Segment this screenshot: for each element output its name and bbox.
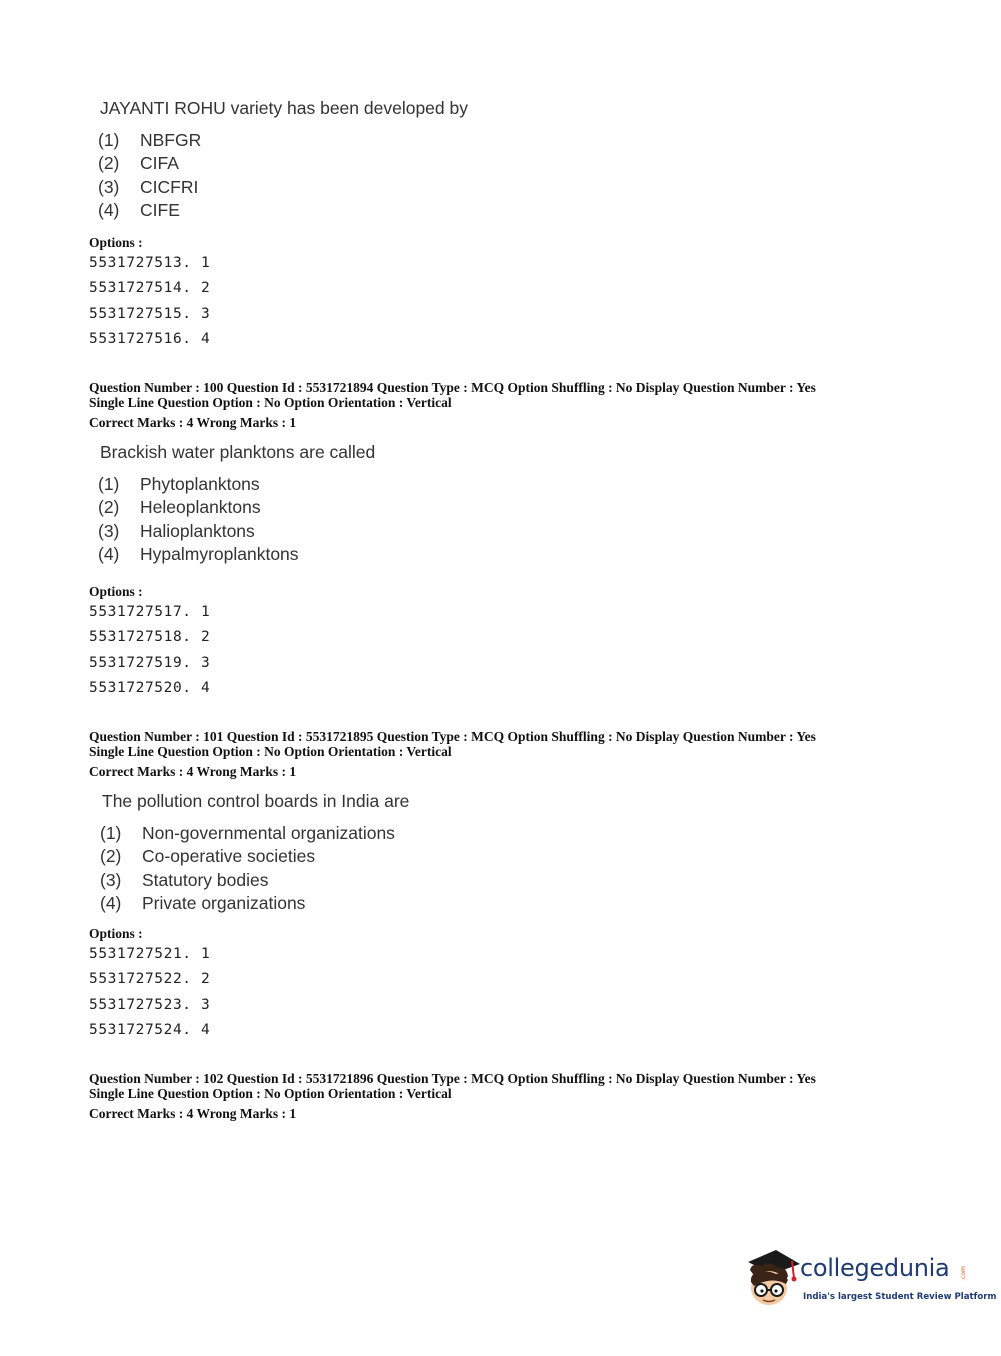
options-list — [89, 251, 210, 352]
option-id: 5531727518. 2 — [89, 629, 211, 646]
option-id: 5531727523. 3 — [89, 996, 211, 1013]
question-meta: Question Number : 100 Question Id : 5531721894 Question Type : MCQ Option Shuffling : No Display Question Number : Yes Single Line Question Option : No Option Orientation : Vertical Correct Marks : 4 Wrong Marks : 1 — [89, 380, 816, 430]
option-id: 5531727514. 2 — [89, 280, 211, 297]
question-text: Brackish water planktons are called — [100, 442, 376, 462]
choice-item: (3) CICFRI — [98, 176, 199, 197]
option-id: 5531727520. 4 — [89, 679, 211, 696]
choice-list — [100, 822, 395, 915]
options-heading: Options : — [89, 584, 143, 599]
option-id: 5531727515. 3 — [89, 305, 211, 322]
option-id: 5531727521. 1 — [89, 946, 211, 962]
question-text: The pollution control boards in India are — [102, 791, 410, 811]
options-heading: Options : — [89, 235, 143, 250]
collegedunia-logo[interactable] — [742, 1248, 997, 1310]
choice-item: (2) Co-operative societies — [100, 846, 316, 867]
marks-info: Correct Marks : 4 Wrong Marks : 1 — [89, 764, 297, 779]
choice-item: (4) CIFE — [98, 199, 180, 220]
choice-list — [98, 129, 201, 222]
choice-item: (2) Heleoplanktons — [98, 497, 261, 518]
choice-list — [98, 473, 299, 566]
option-id: 5531727522. 2 — [89, 971, 211, 988]
option-id: 5531727516. 4 — [89, 330, 211, 347]
options-heading: Options : — [89, 926, 143, 941]
question-meta: Question Number : 102 Question Id : 5531721896 Question Type : MCQ Option Shuffling : No Display Question Number : Yes Single Line Question Option : No Option Orientation : Vertical Correct Marks : 4 Wrong Marks : 1 — [89, 1071, 816, 1121]
question-text: JAYANTI ROHU variety has been developed by — [100, 98, 468, 118]
option-id: 5531727524. 4 — [89, 1021, 211, 1038]
option-id: 5531727519. 3 — [89, 654, 211, 671]
choice-item: (3) Statutory bodies — [100, 869, 269, 890]
option-id: 5531727517. 1 — [89, 604, 211, 620]
choice-item: (2) CIFA — [98, 153, 179, 174]
options-list — [89, 600, 210, 701]
options-list — [89, 942, 210, 1043]
question-meta: Question Number : 101 Question Id : 5531721895 Question Type : MCQ Option Shuffling : No Display Question Number : Yes Single Line Question Option : No Option Orientation : Vertical Correct Marks : 4 Wrong Marks : 1 — [89, 729, 816, 779]
option-id: 5531727513. 1 — [89, 255, 211, 271]
brand-domain: .com — [959, 1266, 967, 1281]
choice-item: (3) Halioplanktons — [98, 520, 255, 541]
marks-info: Correct Marks : 4 Wrong Marks : 1 — [89, 1106, 297, 1121]
choice-item: (4) Hypalmyroplanktons — [98, 543, 299, 564]
choice-item: (1) NBFGR — [98, 130, 202, 150]
brand-tagline: India's largest Student Review Platform — [803, 1292, 997, 1302]
choice-item: (4) Private organizations — [100, 892, 306, 913]
choice-item: (1) Non-governmental organizations — [100, 823, 395, 843]
marks-info: Correct Marks : 4 Wrong Marks : 1 — [89, 415, 297, 430]
choice-item: (1) Phytoplanktons — [98, 474, 260, 494]
brand-name: collegedunia — [800, 1254, 950, 1282]
mascot-icon — [742, 1248, 802, 1310]
